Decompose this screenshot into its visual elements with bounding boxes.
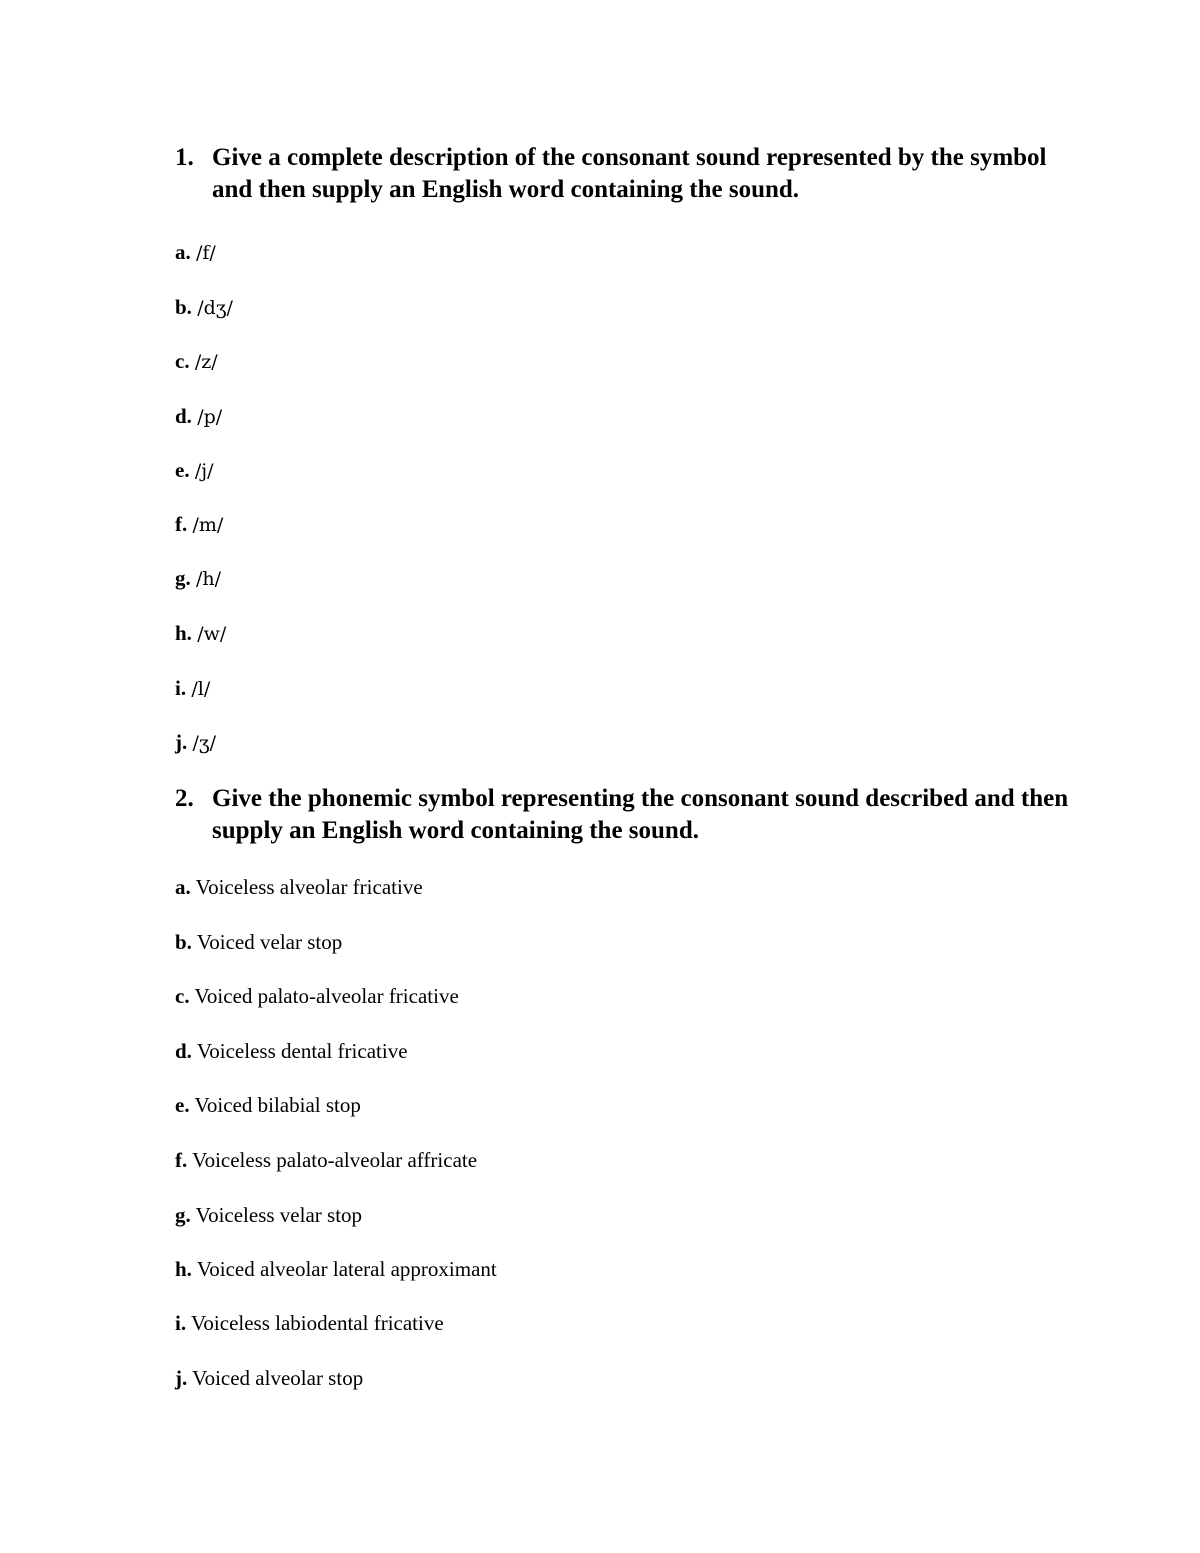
list-item <box>175 295 233 320</box>
list-item <box>175 1039 408 1063</box>
item-letter: j. <box>175 730 188 754</box>
item-description: Voiceless dental fricative <box>196 1039 408 1063</box>
item-letter: c. <box>175 984 190 1008</box>
item-symbol: /z/ <box>194 351 218 373</box>
question-1 <box>175 142 1075 206</box>
item-letter: b. <box>175 295 192 319</box>
item-description: Voiceless velar stop <box>195 1203 363 1227</box>
item-letter: d. <box>175 1039 192 1063</box>
item-letter: e. <box>175 458 190 482</box>
item-letter: i. <box>175 676 187 700</box>
list-item <box>175 1093 361 1117</box>
item-letter: h. <box>175 621 192 645</box>
list-item <box>175 1203 362 1227</box>
list-item <box>175 349 218 374</box>
item-symbol: /w/ <box>197 623 227 645</box>
item-letter: a. <box>175 875 191 899</box>
item-letter: f. <box>175 1148 188 1172</box>
item-letter: h. <box>175 1257 192 1281</box>
question-text: Give a complete description of the consonant sound represented by the symbol and then supply an English word containing the sound. <box>212 144 1047 203</box>
item-letter: f. <box>175 512 188 536</box>
list-item <box>175 566 221 591</box>
list-item <box>175 1257 497 1281</box>
list-item <box>175 1366 363 1390</box>
item-description: Voiced alveolar lateral approximant <box>196 1257 497 1281</box>
item-letter: g. <box>175 566 191 590</box>
item-letter: b. <box>175 930 192 954</box>
item-letter: d. <box>175 404 192 428</box>
list-item <box>175 404 222 429</box>
item-symbol: /dʒ/ <box>197 297 233 319</box>
item-symbol: /h/ <box>196 568 222 590</box>
list-item <box>175 512 223 537</box>
item-symbol: /f/ <box>196 242 216 264</box>
list-item <box>175 1148 477 1172</box>
question-text: Give the phonemic symbol representing the consonant sound described and then supply an English word containing the sound. <box>212 785 1069 844</box>
item-description: Voiceless palato-alveolar affricate <box>192 1148 478 1172</box>
list-item <box>175 930 342 954</box>
item-symbol: /j/ <box>194 460 214 482</box>
question-number: 1. <box>175 144 194 171</box>
item-symbol: /ʒ/ <box>192 732 217 754</box>
item-letter: c. <box>175 349 190 373</box>
item-letter: a. <box>175 240 191 264</box>
list-item <box>175 621 226 646</box>
list-item <box>175 458 214 483</box>
list-item <box>175 240 216 265</box>
item-letter: e. <box>175 1093 190 1117</box>
item-description: Voiceless alveolar fricative <box>195 875 423 899</box>
question-number: 2. <box>175 785 194 812</box>
item-letter: i. <box>175 1311 187 1335</box>
item-description: Voiced alveolar stop <box>192 1366 364 1390</box>
list-item <box>175 730 216 755</box>
item-description: Voiceless labiodental fricative <box>190 1311 444 1335</box>
question-2 <box>175 783 1075 847</box>
item-letter: g. <box>175 1203 191 1227</box>
item-symbol: /m/ <box>192 514 224 536</box>
item-symbol: /l/ <box>191 678 211 700</box>
list-item <box>175 984 459 1008</box>
item-letter: j. <box>175 1366 188 1390</box>
list-item <box>175 1311 444 1335</box>
item-description: Voiced bilabial stop <box>194 1093 361 1117</box>
item-description: Voiced palato-alveolar fricative <box>194 984 459 1008</box>
item-symbol: /p/ <box>197 406 223 428</box>
item-description: Voiced velar stop <box>196 930 343 954</box>
list-item <box>175 875 423 899</box>
list-item <box>175 676 210 701</box>
